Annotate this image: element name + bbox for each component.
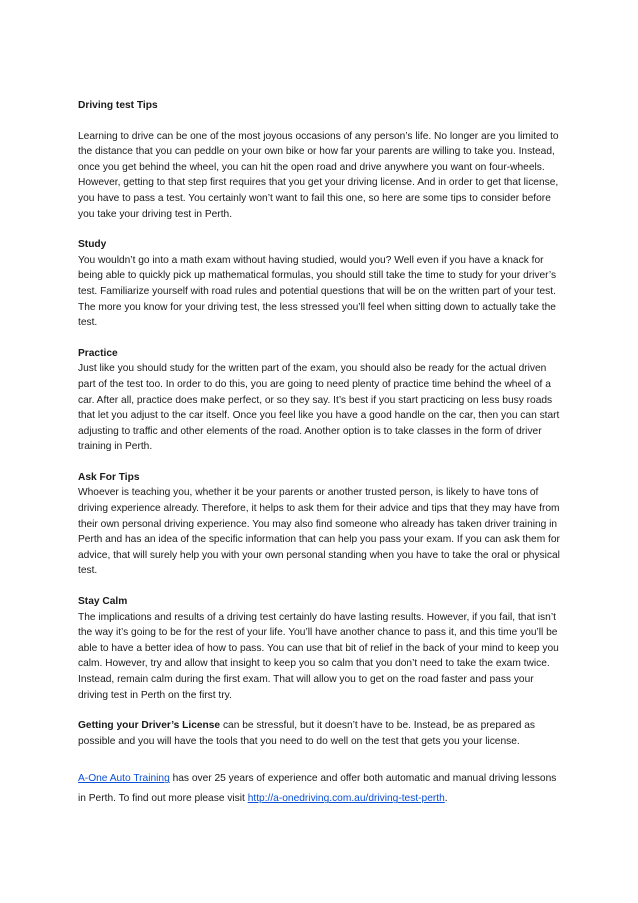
footer-paragraph (78, 769, 564, 809)
document-page (78, 98, 564, 809)
section-body: Just like you should study for the written part of the exam, you should also be ready for the actual driven part of the test too. In order to do this, you are going to need plenty of practice time behind the wheel of a car. After all, practice does make perfect, or so they say. It’s best if you start practicing on less busy roads that let you adjust to the car itself. Once you feel like you have a good handle on the car, then you can start adjusting to traffic and other elements of the road. Another option is to take classes in the form of driver training in Perth. (78, 363, 560, 453)
section-practice (78, 346, 564, 455)
section-stay-calm (78, 594, 564, 703)
section-heading: Ask For Tips (78, 471, 140, 483)
closing-paragraph (78, 718, 564, 749)
website-link[interactable]: http://a-onedriving.com.au/driving-test-perth (247, 793, 445, 805)
closing-bold-phrase: Getting your Driver’s License (78, 720, 221, 732)
section-body: Whoever is teaching you, whether it be your parents or another trusted person, is likely to have tons of driving experience already. Therefore, it helps to ask them for their advice and tips that they may have from their own personal driving experience. You may also find someone who already has taken driver training in Perth and has an idea of the specific information that can help you pass your exam. If you can ask them for advice, that will surely help you with your own personal standing when you have to take the oral or physical test. (78, 487, 560, 577)
section-heading: Practice (78, 347, 118, 359)
document-title: Driving test Tips (78, 100, 158, 111)
section-body: You wouldn’t go into a math exam without having studied, would you? Well even if you have a knack for being able to quickly pick up mathematical formulas, you should still take the time to study for your driver’s test. Familiarize yourself with road rules and potential questions that will be on the written part of your test. The more you know for your driving test, the less stressed you’ll feel when sitting down to actually take the test. (78, 254, 557, 329)
section-heading: Study (78, 239, 107, 251)
section-body: The implications and results of a driving test certainly do have lasting results. However, if you fail, that isn’t the way it’s going to be for the rest of your life. You’ll have another chance to pass it, and this time you’ll be able to have a better idea of how to pass. You can use that bit of relief in the back of your mind to keep you calm. However, try and allow that insight to keep you so calm that you don’t need to take the exam twice. Instead, remain calm during the first exam. That will allow you to get on the road faster and pass your driving test in Perth on the first try. (78, 611, 559, 701)
company-link[interactable]: A-One Auto Training (78, 773, 170, 785)
section-heading: Stay Calm (78, 596, 128, 608)
footer-end: . (444, 793, 448, 805)
section-study (78, 237, 564, 331)
footer-text: has over 25 years of experience and offer both automatic and manual driving lessons in Perth. To find out more please visit (78, 773, 557, 805)
closing-text: can be stressful, but it doesn’t have to be. Instead, be as prepared as possible and you will have the tools that you need to do well on the test that gets you your license. (78, 720, 535, 747)
intro-paragraph: Learning to drive can be one of the most joyous occasions of any person’s life. No longer are you limited to the distance that you can peddle on your own bike or how far your parents are willing to take you. Instead, once you get behind the wheel, you can hit the open road and drive anywhere you want on four-wheels. However, getting to that step first requires that you get your driving license. And in order to get that license, you have to pass a test. You certainly won’t want to fail this one, so here are some tips to consider before you take your driving test in Perth. (78, 130, 559, 220)
section-ask-for-tips (78, 470, 564, 579)
